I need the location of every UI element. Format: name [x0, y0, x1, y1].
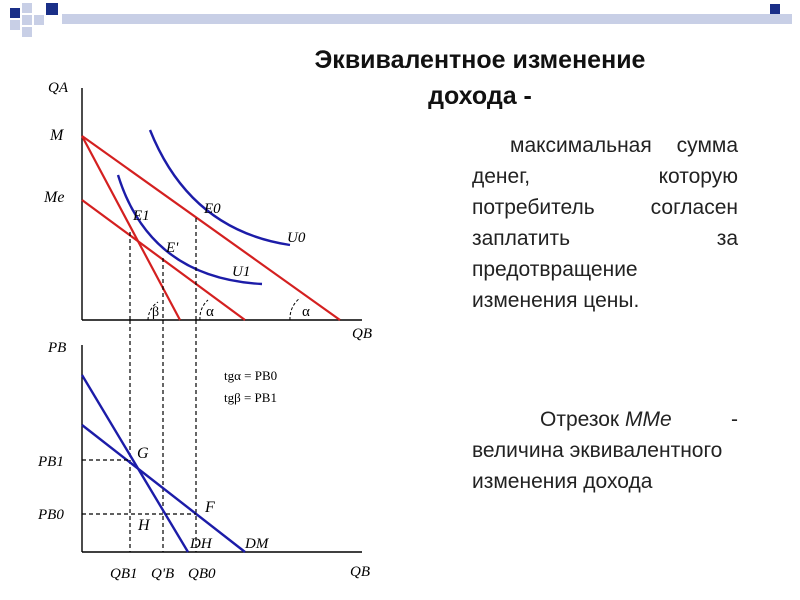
bottom-x-axis-label: QB	[350, 564, 370, 580]
qprime-label: Q'B	[151, 566, 175, 582]
qb0-label: QB0	[188, 566, 216, 582]
definition-body: максимальная сумма денег, которую потребитель согласен заплатить за предотвращение изменения цены.	[472, 134, 738, 312]
tg-alpha-formula: tgα = PB0	[224, 368, 278, 383]
bottom-y-axis-label: PB	[48, 340, 67, 356]
top-x-axis-label: QB	[352, 326, 372, 342]
indifference-curve-u0	[150, 130, 290, 245]
qb1-label: QB1	[110, 566, 138, 582]
eprime-label: E'	[166, 240, 179, 256]
e0-label: E0	[204, 201, 221, 217]
u0-label: U0	[287, 230, 306, 246]
pb1-label: PB1	[38, 454, 64, 470]
u1-label: U1	[232, 264, 251, 280]
bottom-graph	[37, 340, 370, 582]
segment-note-name: MMe	[624, 408, 672, 431]
pb0-label: PB0	[38, 507, 64, 523]
e1-label: E1	[133, 208, 150, 224]
top-y-axis-label: QA	[48, 80, 68, 96]
dh-label: DH	[190, 536, 212, 552]
h-label: H	[138, 517, 150, 534]
title-line-1: Эквивалентное изменение	[314, 46, 646, 74]
title-line-2: дохода -	[428, 82, 532, 110]
segment-note-lead: Отрезок	[540, 408, 620, 431]
segment-note-rest: величина эквивалентного изменения дохода	[472, 439, 723, 493]
g-label: G	[137, 445, 149, 462]
demand-curve-dh	[82, 375, 188, 552]
tg-beta-formula: tgβ = PB1	[224, 390, 277, 405]
alpha-label-2: α	[302, 304, 310, 320]
me-label: Me	[44, 189, 65, 206]
beta-label: β	[152, 305, 160, 320]
alpha-label-1: α	[206, 304, 214, 320]
top-graph	[43, 80, 372, 342]
dm-label: DM	[245, 536, 269, 552]
f-label: F	[205, 499, 215, 516]
angle-arc-alpha-2	[290, 298, 300, 320]
m-label: M	[50, 127, 64, 144]
segment-note-dash: -	[731, 408, 738, 431]
